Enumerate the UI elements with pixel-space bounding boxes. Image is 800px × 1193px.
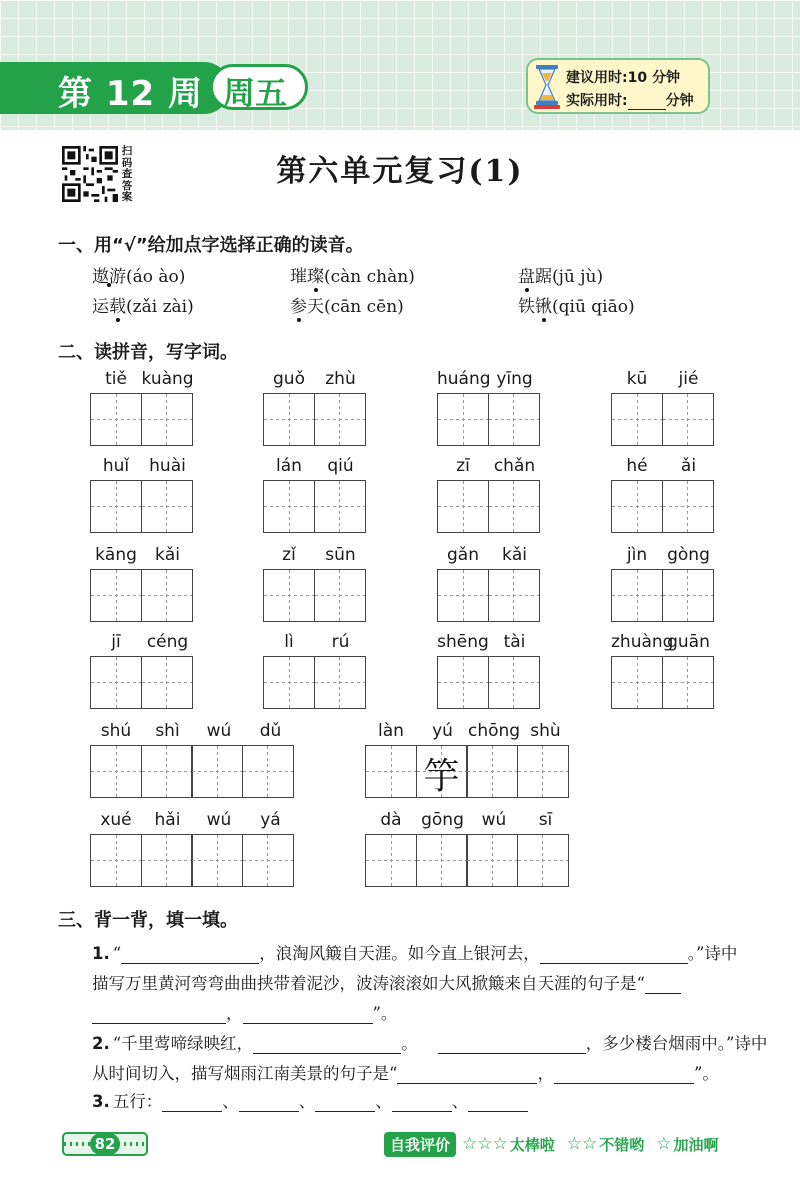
writing-cell[interactable] [141, 393, 193, 446]
q3-blank-4[interactable] [392, 1095, 452, 1112]
pinyin-syllable: lán [276, 456, 302, 476]
writing-cell[interactable] [517, 745, 569, 798]
writing-cell[interactable] [141, 745, 193, 798]
pinyin-syllable: hé [626, 456, 648, 476]
tianzige-grid [90, 656, 191, 709]
writing-cell[interactable] [90, 480, 142, 533]
tianzige-grid [263, 656, 364, 709]
q2-line2 [92, 1060, 719, 1084]
reading-options[interactable]: (jū jù) [552, 267, 604, 287]
pinyin-syllable: yīng [496, 369, 533, 389]
pinyin-syllable: shù [530, 721, 561, 741]
q2-number: 2. [92, 1034, 110, 1053]
writing-cell[interactable] [191, 834, 243, 887]
q2-text-d: 从时间切入，描写烟雨江南美景的句子是“ [92, 1064, 398, 1083]
actual-time-unit: 分钟 [665, 93, 694, 109]
word-char: 游 [109, 267, 126, 287]
suggested-time: 建议用时:10 分钟 [566, 70, 680, 86]
pinyin-syllable: kǎi [502, 545, 527, 565]
q2-blank-2[interactable] [438, 1037, 586, 1054]
pinyin-syllable: shú [100, 721, 132, 741]
writing-cell[interactable] [141, 656, 193, 709]
word-char: 踞 [535, 267, 552, 287]
reading-item [518, 292, 635, 317]
tianzige-grid [437, 656, 538, 709]
tianzige-grid [611, 480, 712, 533]
pinyin-syllable: dǔ [259, 721, 282, 741]
pinyin-syllable: zī [456, 456, 470, 476]
writing-cell[interactable] [314, 569, 366, 622]
q1-blank-3b[interactable] [92, 1007, 226, 1024]
writing-cell[interactable] [141, 569, 193, 622]
word-char: 铁 [518, 297, 535, 317]
star-icon[interactable]: ☆ [566, 1134, 583, 1154]
tianzige-grid [263, 480, 364, 533]
day-label: 周五 [223, 74, 288, 112]
q1-text-d: 描写万里黄河弯弯曲曲挟带着泥沙，波涛滚滚如大风掀簸来自天涯的句子是“ [92, 974, 645, 993]
pinyin-syllable: qiú [327, 456, 354, 476]
pinyin-syllable: guān [667, 632, 710, 652]
writing-cell[interactable] [314, 480, 366, 533]
pinyin-syllable: chǎn [493, 456, 536, 476]
reading-item [92, 292, 194, 317]
header-band [0, 0, 800, 130]
q2-text-f: ”。 [693, 1064, 719, 1083]
pinyin-syllable: xué [100, 810, 132, 830]
q1-blank-4[interactable] [243, 1007, 373, 1024]
writing-cell[interactable] [263, 569, 315, 622]
pinyin-syllable: rú [331, 632, 350, 652]
writing-cell[interactable] [141, 480, 193, 533]
pinyin-syllable: dà [380, 810, 402, 830]
pinyin-syllable: kǎi [155, 545, 180, 565]
page-number: 82 [90, 1133, 120, 1155]
pinyin-syllable: kāng [95, 545, 137, 565]
pinyin-syllable: sūn [325, 545, 356, 565]
writing-cell[interactable] [90, 393, 142, 446]
qr-label: 扫码查答案 [121, 145, 133, 203]
writing-cell[interactable] [662, 656, 714, 709]
pinyin-syllable: shēng [437, 632, 489, 652]
pinyin-syllable: gòng [667, 545, 710, 565]
writing-cell[interactable] [611, 656, 663, 709]
pinyin-syllable: làn [378, 721, 404, 741]
reading-options[interactable]: (zǎi zài) [126, 297, 194, 317]
writing-cell[interactable] [611, 480, 663, 533]
reading-options[interactable]: (qiū qiāo) [552, 297, 635, 317]
q1-text-e: ， [226, 1004, 243, 1023]
writing-cell[interactable] [263, 393, 315, 446]
section2-heading: 二、读拼音，写字词。 [58, 342, 238, 363]
pinyin-syllable: guǒ [273, 369, 305, 389]
pinyin-syllable: jìn [626, 545, 648, 565]
dotted-char: 参 [290, 292, 307, 317]
star-icon[interactable]: ☆ [462, 1134, 478, 1154]
reading-item [290, 262, 415, 287]
actual-time-label: 实际用时: [566, 93, 628, 109]
star-icon[interactable]: ☆ [477, 1134, 493, 1154]
pinyin-syllable: ǎi [680, 456, 697, 476]
actual-time [566, 90, 694, 110]
pinyin-syllable: kū [626, 369, 648, 389]
tianzige-grid [263, 569, 364, 622]
time-box [526, 58, 710, 114]
pinyin-syllable: shì [155, 721, 180, 741]
q3-blank-2[interactable] [239, 1095, 299, 1112]
writing-cell[interactable] [90, 745, 142, 798]
word-char: 遨 [92, 267, 109, 287]
q1-line2 [92, 970, 681, 994]
star-icon[interactable]: ☆ [656, 1134, 672, 1154]
star-icon[interactable]: ☆ [492, 1134, 508, 1154]
day-pill [210, 64, 308, 110]
tianzige-grid [90, 745, 292, 798]
writing-cell[interactable] [611, 569, 663, 622]
pinyin-syllable: tiě [105, 369, 127, 389]
tianzige-grid [90, 834, 292, 887]
q3-sep-2: 、 [298, 1092, 316, 1111]
q1-blank-3[interactable] [645, 977, 681, 994]
writing-cell[interactable] [517, 834, 569, 887]
q1-text-f: ”。 [372, 1004, 398, 1023]
tianzige-grid [90, 393, 191, 446]
pinyin-syllable: huài [149, 456, 186, 476]
pinyin-syllable: yú [432, 721, 453, 741]
pinyin-syllable: zhuàng [611, 632, 674, 652]
tianzige-grid [437, 393, 538, 446]
reading-options[interactable]: (áo ào) [126, 267, 186, 287]
writing-cell[interactable] [141, 834, 193, 887]
writing-cell[interactable] [662, 393, 714, 446]
writing-cell[interactable] [191, 745, 243, 798]
reading-item [290, 292, 404, 317]
q2-text-a: “千里莺啼绿映红， [112, 1034, 254, 1053]
written-char: 竽 [423, 756, 460, 797]
writing-cell[interactable] [662, 480, 714, 533]
reading-item [92, 262, 185, 287]
q2-text-e: ， [537, 1064, 554, 1083]
pinyin-syllable: céng [146, 632, 189, 652]
self-evaluation [384, 1131, 731, 1157]
q1-text-c: 。”诗中 [687, 944, 738, 963]
star-icon[interactable]: ☆ [582, 1134, 598, 1154]
pinyin-syllable: yá [260, 810, 281, 830]
q2-text-c: ，多少楼台烟雨中。”诗中 [585, 1034, 768, 1053]
dotted-char: 锹 [535, 292, 552, 317]
q1-text-a: “ [112, 944, 122, 963]
q1-blank-1[interactable] [121, 947, 259, 964]
section1-heading: 一、用“√”给加点字选择正确的读音。 [58, 235, 364, 256]
section3-heading: 三、背一背，填一填。 [58, 910, 238, 931]
eval-option-good[interactable]: 不错哟 [599, 1135, 645, 1154]
pinyin-syllable: lì [284, 632, 294, 652]
q2-blank-1[interactable] [253, 1037, 401, 1054]
pinyin-syllable: hǎi [154, 810, 181, 830]
writing-cell[interactable] [365, 745, 417, 798]
writing-cell[interactable] [90, 834, 142, 887]
reading-options[interactable]: (càn chàn) [324, 267, 415, 287]
q3-sep-1: 、 [222, 1092, 239, 1111]
q1-text-b: ，浪淘风簸自天涯。如今直上银河去， [259, 944, 540, 963]
writing-cell[interactable] [314, 393, 366, 446]
tianzige-grid [611, 656, 712, 709]
writing-cell[interactable] [314, 656, 366, 709]
pinyin-syllable: tài [503, 632, 526, 652]
eval-option-great[interactable]: 太棒啦 [509, 1135, 555, 1154]
writing-cell[interactable] [263, 480, 315, 533]
page-title: 第六单元复习(1) [276, 154, 524, 189]
writing-cell[interactable] [466, 745, 518, 798]
q3-label: 五行： [112, 1092, 163, 1111]
pinyin-syllable: wú [206, 721, 232, 741]
word-char: 璀 [290, 267, 307, 287]
dotted-char: 璨 [307, 262, 324, 287]
q2-line1 [92, 1030, 767, 1054]
writing-cell[interactable] [611, 393, 663, 446]
writing-cell[interactable] [437, 480, 489, 533]
writing-cell[interactable] [90, 569, 142, 622]
pinyin-syllable: kuàng [141, 369, 194, 389]
pinyin-syllable: sī [538, 810, 553, 830]
q2-blank-4[interactable] [554, 1067, 694, 1084]
self-eval-label: 自我评价 [384, 1132, 456, 1157]
pinyin-syllable: chōng [468, 721, 521, 741]
writing-cell[interactable] [242, 834, 294, 887]
q2-blank-3[interactable] [397, 1067, 537, 1084]
page-number-badge [62, 1132, 148, 1156]
pinyin-syllable: wú [481, 810, 507, 830]
writing-cell[interactable] [263, 656, 315, 709]
pinyin-syllable: huáng [437, 369, 491, 389]
pinyin-syllable: huǐ [102, 456, 130, 476]
word-char: 运 [92, 297, 109, 317]
q3-blank-5[interactable] [468, 1095, 528, 1112]
dotted-char: 载 [109, 292, 126, 317]
writing-cell[interactable] [242, 745, 294, 798]
writing-cell[interactable] [662, 569, 714, 622]
hourglass-icon [534, 65, 560, 109]
writing-cell[interactable] [437, 569, 489, 622]
writing-cell[interactable] [488, 393, 540, 446]
writing-cell[interactable] [437, 656, 489, 709]
tianzige-grid [365, 745, 567, 798]
week-label: 第 12 周 [58, 74, 203, 114]
q1-number: 1. [92, 944, 110, 963]
q1-blank-2[interactable] [540, 947, 688, 964]
tianzige-grid [437, 480, 538, 533]
tianzige-grid [90, 569, 191, 622]
writing-cell[interactable] [488, 569, 540, 622]
word-char: 天 [307, 297, 324, 317]
pinyin-syllable: wú [206, 810, 232, 830]
writing-cell[interactable] [437, 393, 489, 446]
q3-sep-4: 、 [451, 1092, 469, 1111]
tianzige-grid [365, 834, 567, 887]
pinyin-syllable: gǎn [447, 545, 479, 565]
reading-item [518, 262, 603, 287]
tianzige-grid [263, 393, 364, 446]
writing-cell[interactable] [416, 834, 468, 887]
dotted-char: 盘 [518, 262, 535, 287]
writing-cell[interactable] [488, 480, 540, 533]
q1-line1 [92, 940, 737, 964]
q3-number: 3. [92, 1092, 110, 1111]
writing-cell[interactable] [365, 834, 417, 887]
pinyin-syllable: gōng [421, 810, 464, 830]
pinyin-syllable: zhù [325, 369, 356, 389]
q2-text-b: 。 [401, 1034, 418, 1053]
week-banner [0, 62, 330, 114]
tianzige-grid [611, 569, 712, 622]
pinyin-syllable: jié [678, 369, 699, 389]
q3-blank-3[interactable] [315, 1095, 375, 1112]
writing-cell[interactable] [416, 745, 468, 798]
writing-cell[interactable] [90, 656, 142, 709]
writing-cell[interactable] [488, 656, 540, 709]
q3-line [92, 1088, 528, 1112]
q3-blank-1[interactable] [162, 1095, 222, 1112]
tianzige-grid [611, 393, 712, 446]
pinyin-syllable: jī [111, 632, 121, 652]
q1-line3 [92, 1000, 397, 1024]
eval-option-try[interactable]: 加油啊 [673, 1135, 719, 1154]
pinyin-syllable: zǐ [282, 545, 296, 565]
tianzige-grid [90, 480, 191, 533]
actual-time-blank[interactable] [628, 95, 666, 110]
writing-cell[interactable] [466, 834, 518, 887]
tianzige-grid [437, 569, 538, 622]
q3-sep-3: 、 [375, 1092, 392, 1111]
reading-options[interactable]: (cān cēn) [324, 297, 404, 317]
